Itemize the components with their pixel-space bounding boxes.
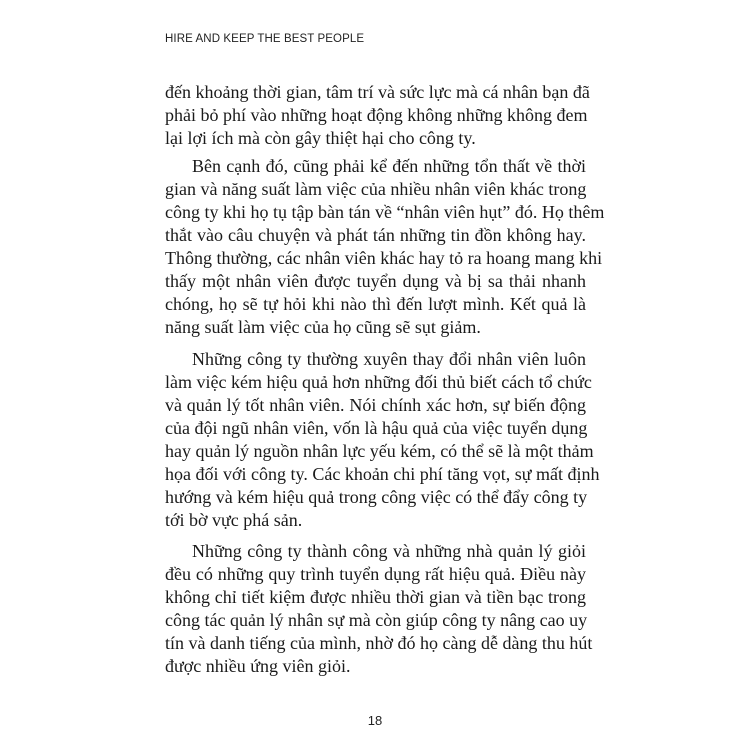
- running-header: HIRE AND KEEP THE BEST PEOPLE: [165, 33, 365, 45]
- text-line: Bên cạnh đó, cũng phải kể đến những tổn thất về thời: [192, 156, 586, 176]
- paragraph-4: [165, 540, 593, 678]
- text-line: công tác quản lý nhân sự mà còn giúp công ty nâng cao uy: [165, 610, 588, 630]
- text-line: hay quản lý nguồn nhân lực yếu kém, có thể sẽ là một thảm: [165, 441, 594, 461]
- text-line: lại lợi ích mà còn gây thiệt hại cho công ty.: [165, 128, 476, 148]
- text-line: Những công ty thường xuyên thay đổi nhân viên luôn: [192, 349, 586, 369]
- text-line: của đội ngũ nhân viên, vốn là hậu quả của việc tuyển dụng: [165, 418, 588, 438]
- text-line: năng suất làm việc của họ cũng sẽ sụt giảm.: [165, 317, 481, 337]
- text-line: công ty khi họ tụ tập bàn tán về “nhân viên hụt” đó. Họ thêm: [165, 202, 605, 222]
- text-line: Thông thường, các nhân viên khác hay tỏ ra hoang mang khi: [165, 248, 603, 268]
- text-line: đều có những quy trình tuyển dụng rất hiệu quả. Điều này: [165, 564, 586, 584]
- text-line: chóng, họ sẽ tự hỏi khi nào thì đến lượt mình. Kết quả là: [165, 294, 586, 314]
- text-line: gian và năng suất làm việc của nhiều nhân viên khác trong: [165, 179, 587, 199]
- text-line: tới bờ vực phá sản.: [165, 510, 303, 530]
- text-line: làm việc kém hiệu quả hơn những đối thủ biết cách tổ chức: [165, 372, 592, 392]
- text-line: thấy một nhân viên được tuyển dụng và bị sa thải nhanh: [165, 271, 586, 291]
- text-line: tín và danh tiếng của mình, nhờ đó họ càng dễ dàng thu hút: [165, 633, 593, 653]
- text-line: hướng và kém hiệu quả trong công việc có thể đẩy công ty: [165, 487, 588, 507]
- text-line: không chỉ tiết kiệm được nhiều thời gian và tiền bạc trong: [165, 587, 586, 607]
- text-line: thắt vào câu chuyện và phát tán những tin đồn không hay.: [165, 225, 586, 245]
- text-line: và quản lý tốt nhân viên. Nói chính xác hơn, sự biến động: [165, 395, 586, 415]
- text-line: phải bỏ phí vào những hoạt động không những không đem: [165, 105, 588, 125]
- text-line: Những công ty thành công và những nhà quản lý giỏi: [192, 541, 586, 561]
- text-line: đến khoảng thời gian, tâm trí và sức lực mà cá nhân bạn đã: [165, 82, 590, 102]
- paragraph-2: [165, 155, 605, 339]
- paragraph-1: [165, 81, 590, 150]
- paragraph-3: [165, 348, 600, 532]
- text-line: họa đối với công ty. Các khoản chi phí tăng vọt, sự mất định: [165, 464, 600, 484]
- text-line: được nhiều ứng viên giỏi.: [165, 656, 351, 676]
- page-number: 18: [367, 713, 383, 728]
